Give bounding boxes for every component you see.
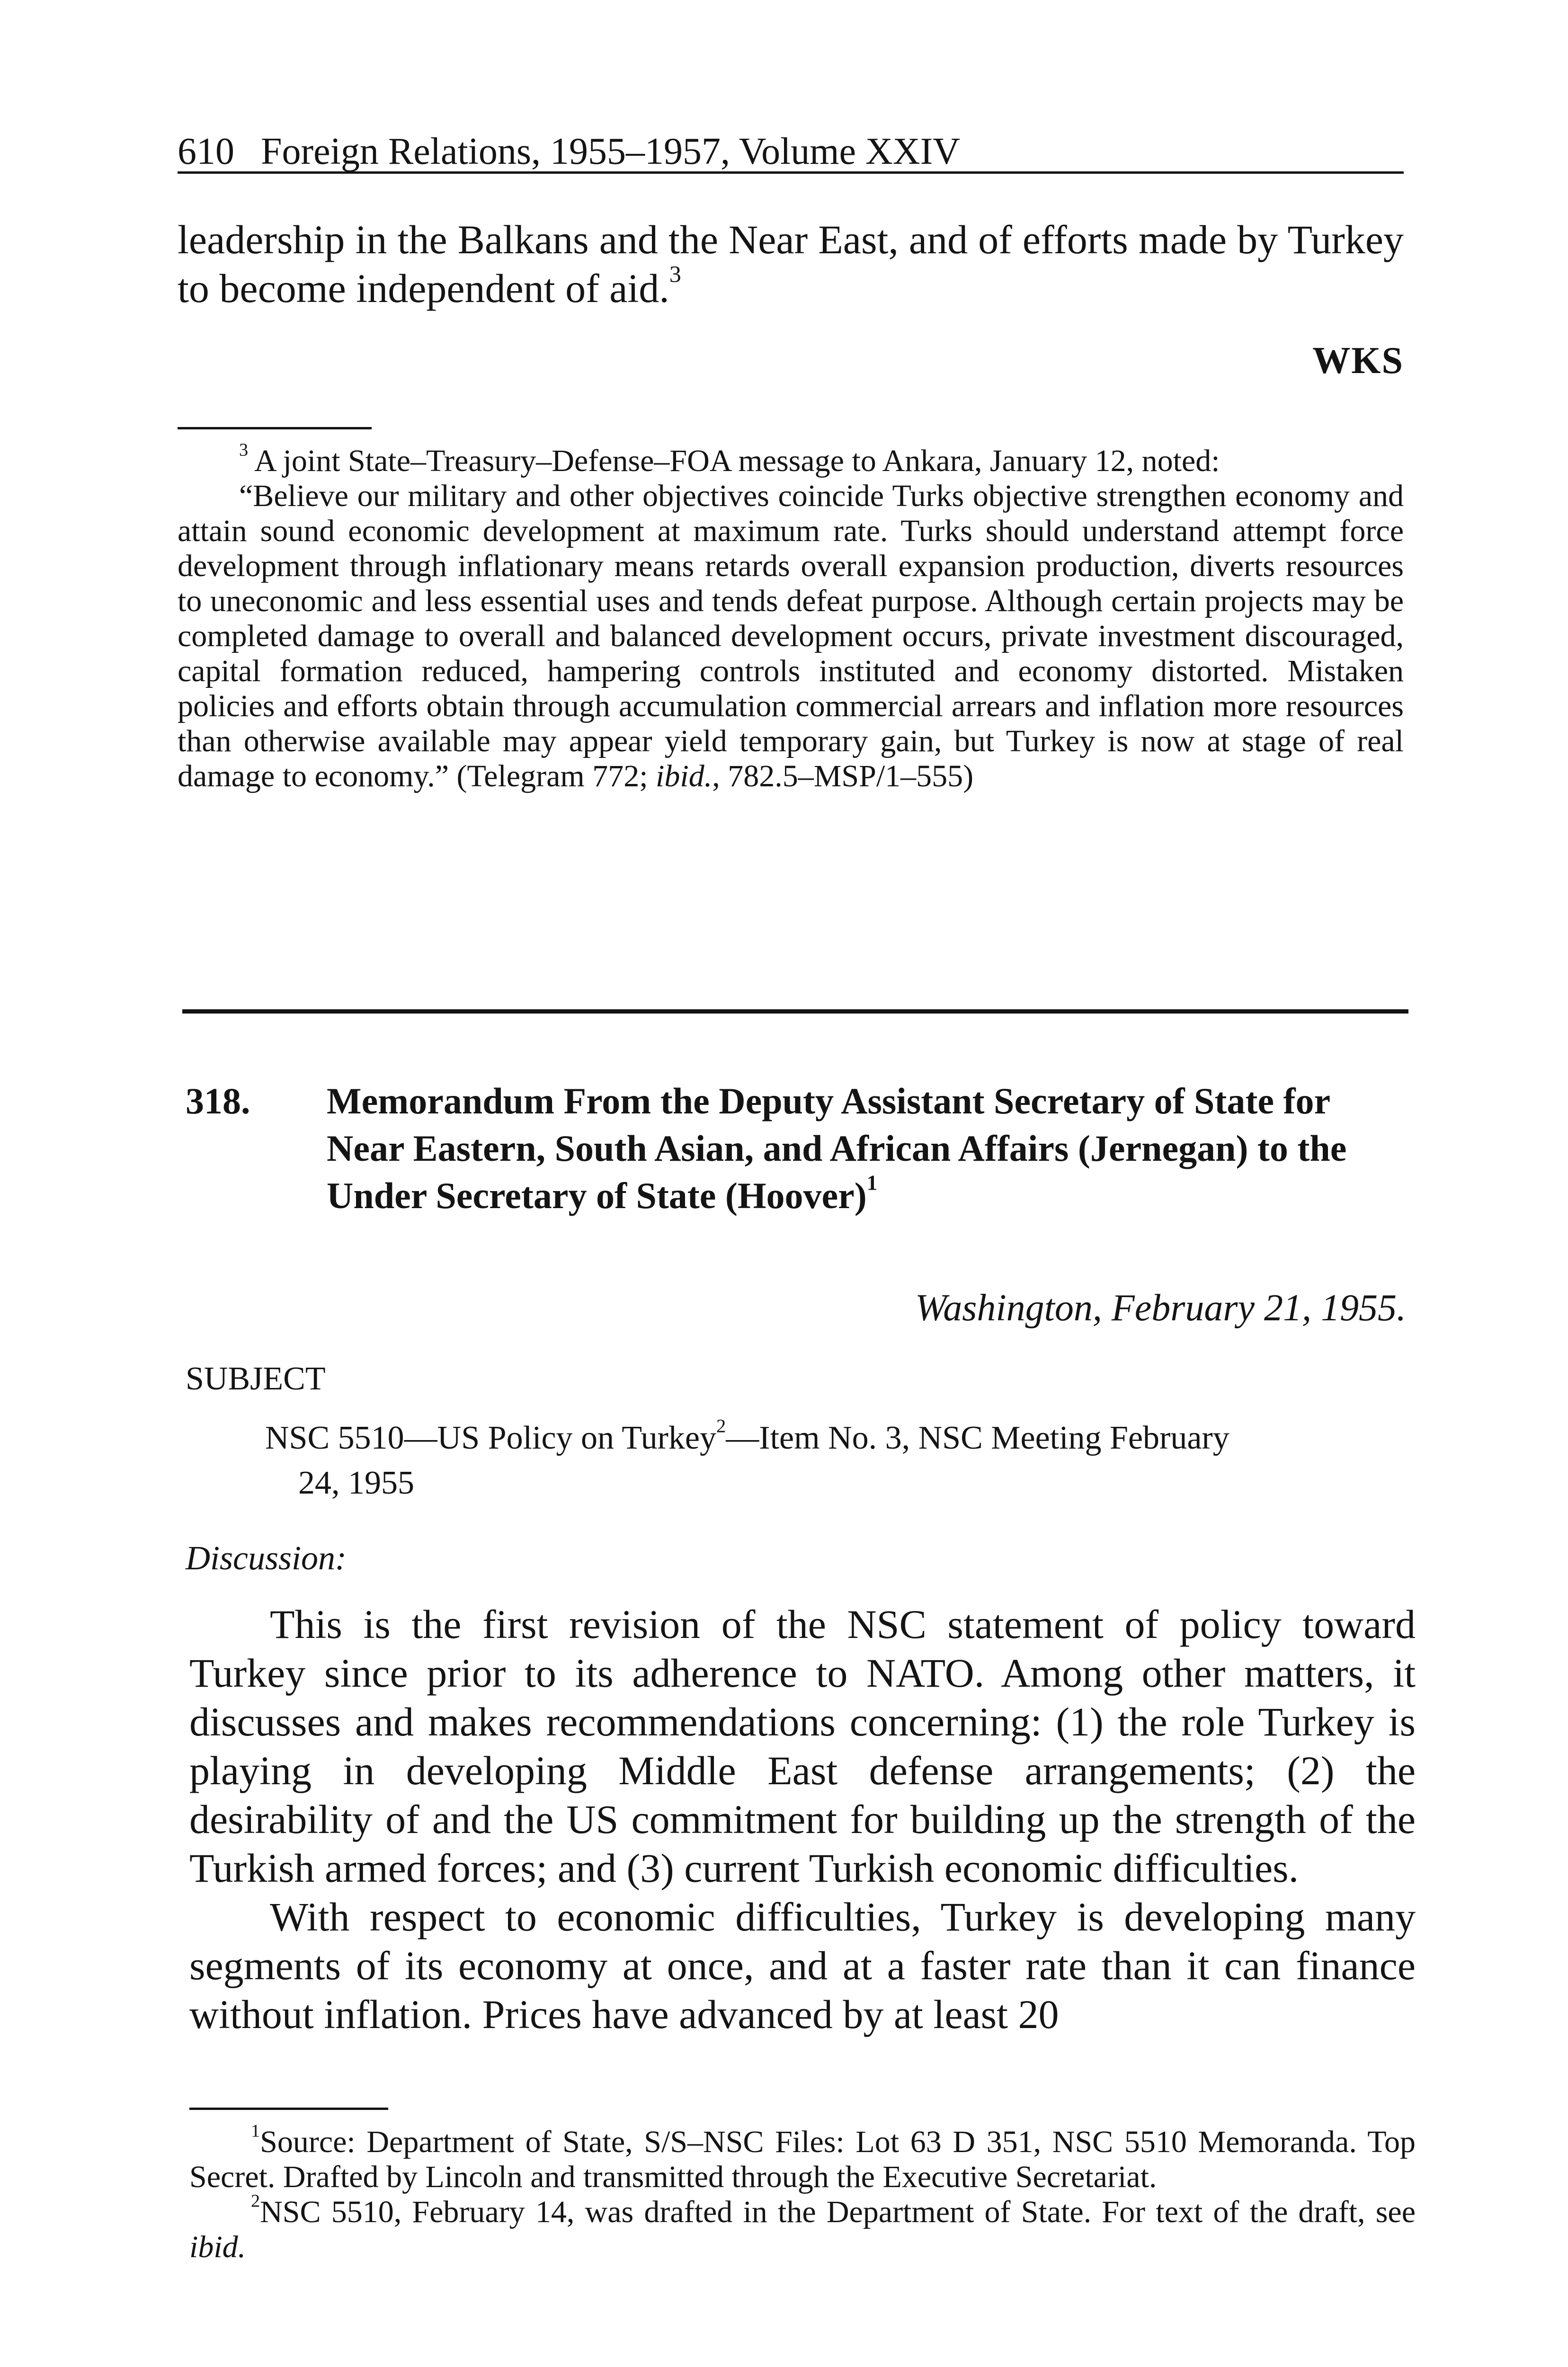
footnote-rule xyxy=(178,427,372,429)
subject-label: SUBJECT xyxy=(186,1361,326,1397)
footnote-marker: 2 xyxy=(251,2191,260,2211)
document-number: 318. xyxy=(186,1080,250,1121)
page-number: 610 xyxy=(178,131,234,172)
paragraph: This is the first revision of the NSC statement of policy toward Turkey since prior to its adherence to NATO. Among other matters, it discusses and makes recommendations concerning: (1) the role Turkey is playing in developing Middle East defense arrangements; (2) the desirability of and the US commitment for building up the strength of the Turkish armed forces; and (3) current Turkish economic difficulties. xyxy=(189,1602,1416,1891)
footnote-ref: 2 xyxy=(716,1415,726,1437)
footnote-rule xyxy=(189,2108,388,2110)
running-head xyxy=(178,128,1404,175)
continued-paragraph: leadership in the Balkans and the Near East, and of efforts made by Turkey to become independent of aid.$^3$ xyxy=(178,217,1404,311)
footnote-ref: 3 xyxy=(669,261,681,287)
footnote-2: $^2$NSC 5510, February 14, was drafted in the Department of State. For text of the draft, see ibid. xyxy=(189,2191,1416,2264)
discussion-body xyxy=(189,1600,1416,2039)
footnote-marker: 1 xyxy=(251,2121,260,2141)
footnote-1: $^1$Source: Department of State, S/S–NSC Files: Lot 63 D 351, NSC 5510 Memoranda. Top Secret. Drafted by Lincoln and transmitted through the Executive Secretariat. xyxy=(189,2121,1416,2194)
volume-title: Foreign Relations, 1955–1957, Volume XXIV xyxy=(261,131,960,172)
section-divider xyxy=(182,1009,1408,1014)
signature-initials: WKS xyxy=(1312,340,1404,382)
footnote-ref: 1 xyxy=(866,1171,878,1195)
dateline: Washington, February 21, 1955. xyxy=(915,1287,1406,1329)
paragraph: With respect to economic difficulties, Turkey is developing many segments of its economy at once, and at a faster rate than it can finance without inflation. Prices have advanced by at least 20 xyxy=(189,1894,1416,2037)
footnotes xyxy=(189,2121,1416,2265)
header-rule xyxy=(178,171,1404,174)
subject-text: NSC 5510—US Policy on Turkey$^2$—Item No. 3, NSC Meeting February 24, 1955 xyxy=(265,1415,1229,1501)
footnote-marker: 3 xyxy=(239,440,249,460)
footnote-3: $^3$ A joint State–Treasury–Defense–FOA message to Ankara, January 12, noted: “Believe our military and other objectives coincide Turks objective strengthen economy and attain sound economic development at maximum rate. Turks should understand attempt force development through inflationary means retards overall expansion production, diverts resources to uneconomic and less essential uses and tends defeat purpose. Although certain projects may be completed damage to overall and balanced development occurs, private investment discouraged, capital formation reduced, hampering controls instituted and economy distorted. Mistaken policies and efforts obtain through accumulation commercial arrears and inflation more resources than otherwise available may appear yield temporary gain, but Turkey is now at stage of real damage to economy.” (Telegram 772; ibid., 782.5–MSP/1–555) xyxy=(178,440,1404,793)
document-title: Memorandum From the Deputy Assistant Secretary of State for Near Eastern, South Asian, and African Affairs (Jernegan) to the Under Secretary of State (Hoover)$^1$ xyxy=(327,1080,1347,1216)
discussion-label: Discussion: xyxy=(186,1539,347,1577)
